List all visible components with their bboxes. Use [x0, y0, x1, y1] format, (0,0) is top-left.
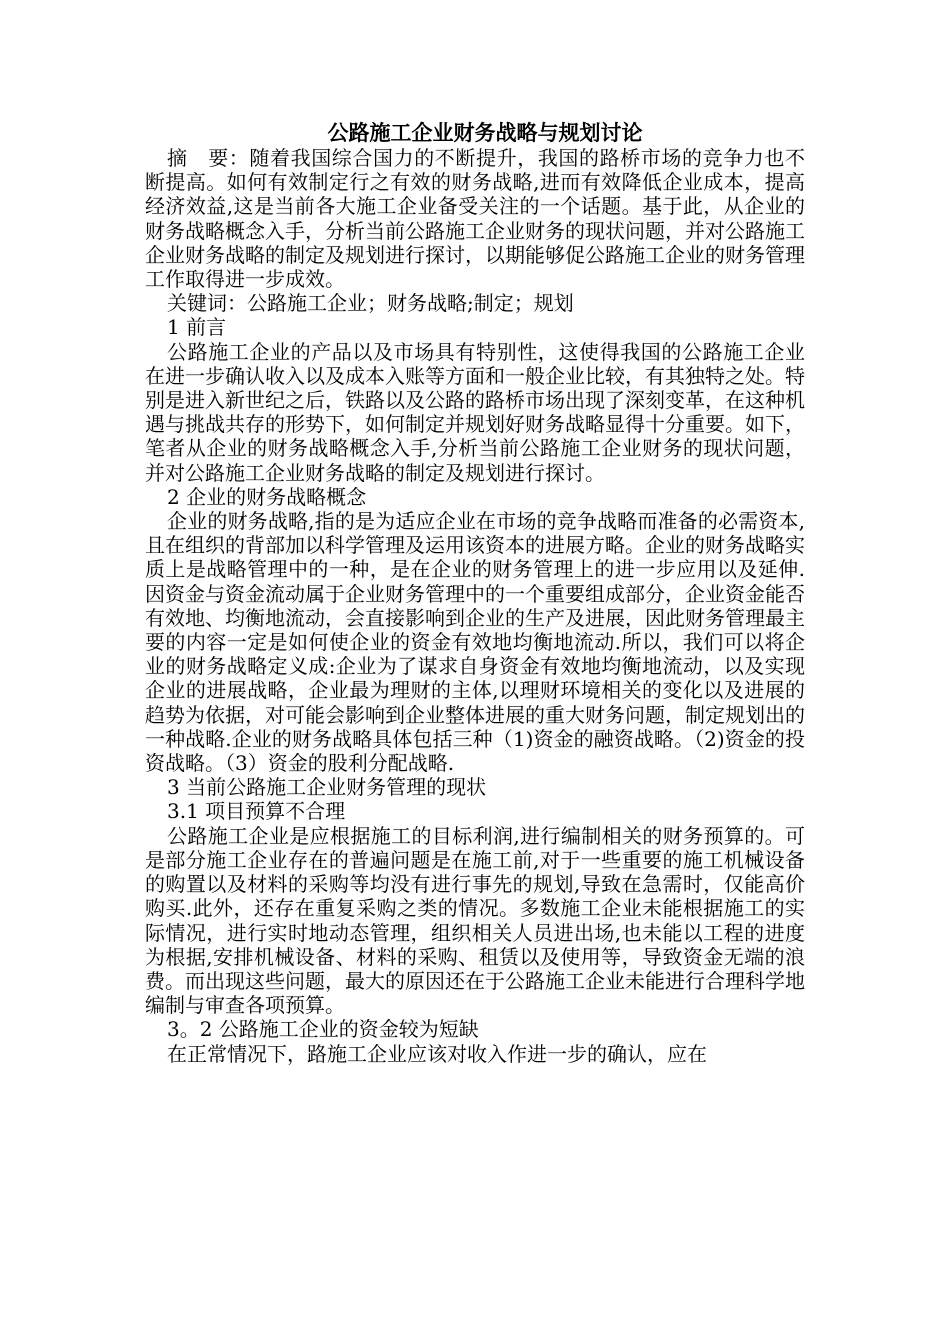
body-paragraph: 企业的财务战略,指的是为适应企业在市场的竞争战略而准备的必需资本,且在组织的背部加以科学管理及运用该资本的进展方略。企业的财务战略实质上是战略管理中的一种，是在企业的财务管理上的进一步应用以及延伸.因资金与资金流动属于企业财务管理中的一个重要组成部分，企业资金能否有效地、均衡地流动，会直接影响到企业的生产及进展，因此财务管理最主要的内容一定是如何使企业的资金有效地均衡地流动.所以，我们可以将企业的财务战略定义成:企业为了谋求自身资金有效地均衡地流动，以及实现企业的进展战略，企业最为理财的主体,以理财环境相关的变化以及进展的趋势为依据，对可能会影响到企业整体进展的重大财务问题，制定规划出的一种战略.企业的财务战略具体包括三种（1)资金的融资战略。（2)资金的投资战略。（3）资金的股利分配战略. — [145, 509, 805, 776]
body-paragraph: 公路施工企业是应根据施工的目标利润,进行编制相关的财务预算的。可是部分施工企业存在的普遍问题是在施工前,对于一些重要的施工机械设备的购置以及材料的采购等均没有进行事先的规划,导致在急需时，仅能高价购买.此外，还存在重复采购之类的情况。多数施工企业未能根据施工的实际情况，进行实时地动态管理，组织相关人员进出场,也未能以工程的进度为根据,安排机械设备、材料的采购、租赁以及使用等，导致资金无端的浪费。而出现这些问题，最大的原因还在于公路施工企业未能进行合理科学地编制与审查各项预算。 — [145, 823, 805, 1018]
abstract-paragraph: 摘 要：随着我国综合国力的不断提升，我国的路桥市场的竞争力也不断提高。如何有效制定行之有效的财务战略,进而有效降低企业成本，提高经济效益,这是当前各大施工企业备受关注的一个话题。基于此，从企业的财务战略概念入手，分析当前公路施工企业财务的现状问题，并对公路施工企业财务战略的制定及规划进行探讨，以期能够促公路施工企业的财务管理工作取得进一步成效。 — [145, 146, 805, 292]
body-paragraph: 在正常情况下，路施工企业应该对收入作进一步的确认，应在 — [167, 1041, 707, 1066]
section-heading-3-2: 3。2 公路施工企业的资金较为短缺 — [167, 1017, 479, 1042]
section-heading-2: 2 企业的财务战略概念 — [167, 484, 367, 509]
body-paragraph: 公路施工企业的产品以及市场具有特别性，这使得我国的公路施工企业在进一步确认收入以及成本入账等方面和一般企业比较，有其独特之处。特别是进入新世纪之后，铁路以及公路的路桥市场出现了深刻变革，在这种机遇与挑战共存的形势下，如何制定并规划好财务战略显得十分重要。如下，笔者从企业的财务战略概念入手,分析当前公路施工企业财务的现状问题，并对公路施工企业财务战略的制定及规划进行探讨。 — [145, 339, 805, 485]
document-page — [145, 120, 805, 1066]
section-heading-1: 1 前言 — [167, 315, 227, 340]
section-heading-3-1: 3.1 项目预算不合理 — [167, 799, 346, 824]
section-heading-3: 3 当前公路施工企业财务管理的现状 — [167, 775, 487, 800]
document-title: 公路施工企业财务战略与规划讨论 — [327, 121, 643, 145]
keywords-paragraph: 关键词：公路施工企业；财务战略;制定；规划 — [167, 291, 574, 316]
